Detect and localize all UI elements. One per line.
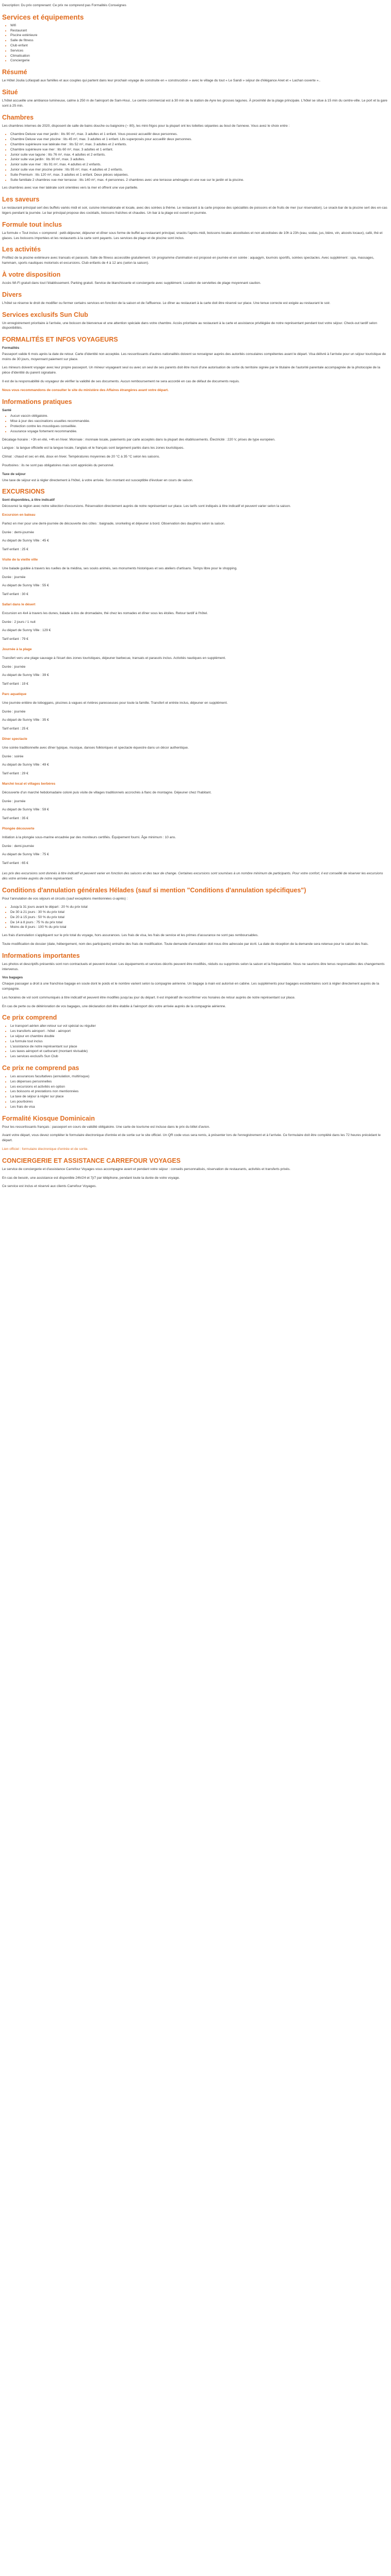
service-item: • Services xyxy=(10,48,389,54)
excursion-child-price: Tarif enfant : 25 € xyxy=(2,548,28,552)
resume-title: Résumé xyxy=(2,69,27,76)
excursion-name: Excursion en bateau xyxy=(2,513,36,517)
prix-comprend-item: • Les taxes aéroport et carburant (montant révisable) xyxy=(10,1049,389,1054)
conditions-intro: Pour l'annulation de vos séjours et circuits (sauf exceptions mentionnées ci-après) : xyxy=(2,896,128,901)
excursion-desc: Partez en mer pour une demi-journée de découverte des côtes : baignade, snorkeling et déjeuner à bord. Observation des dauphins selon la saison. xyxy=(2,521,225,526)
chambre-item: • Chambre Deluxe vue mer jardin : lits 90 m², max. 3 adultes et 1 enfant. Vous pouvez accueillir deux personnes. xyxy=(10,132,389,137)
service-item: • Conciergerie xyxy=(10,58,389,63)
kiosque-paragraph: Avant votre départ, vous devez compléter le formulaire électronique d'entrée et de sortie sur le site officiel. Un QR code vous sera remis, à présenter lors de l'enregistrement et à l'arrivée. Ce formulaire doit être complété dans les 72 heures précédant le départ. xyxy=(2,1133,381,1143)
excursion-card xyxy=(2,602,389,642)
services-exclusifs-title: Services exclusifs Sun Club xyxy=(2,311,88,318)
excursion-card xyxy=(2,557,389,597)
prix-comprend-item: • Le séjour en chambre double xyxy=(10,1034,389,1039)
excursion-card xyxy=(2,737,389,776)
excursion-duration: Durée : 2 jours / 1 nuit xyxy=(2,620,36,624)
condition-item: • De 30 à 21 jours : 30 % du prix total xyxy=(10,910,389,915)
chambres-list xyxy=(2,132,389,182)
formalites-paragraph: Il est de la responsabilité du voyageur de vérifier la validité de ses documents. Aucun remboursement ne sera accordé en cas de défaut de documents requis. xyxy=(2,380,240,384)
conciergerie-paragraph: Ce service est inclus et réservé aux clients Carrefour Voyages. xyxy=(2,1184,97,1189)
infos-paragraph: Langue : la langue officielle est la langue locale, l'anglais et le français sont largement parlés dans les zones touristiques. xyxy=(2,446,185,450)
excursion-card xyxy=(2,647,389,687)
situation-title: Situé xyxy=(2,88,18,96)
infos-paragraph: Pourboires : ils ne sont pas obligatoires mais sont appréciés du personnel. xyxy=(2,464,115,468)
excursion-adult-price: Au départ de Sunny Ville : 55 € xyxy=(2,584,49,588)
chambre-item: • Junior suite vue mer : lits 91 m², max. 4 adultes et 2 enfants. xyxy=(10,162,389,167)
formalites-title: FORMALITÉS ET INFOS VOYAGEURS xyxy=(2,336,118,344)
sante-item: • Assurance voyage fortement recommandée. xyxy=(10,429,389,434)
excursion-child-price: Tarif enfant : 30 € xyxy=(2,592,28,597)
excursion-card xyxy=(2,513,389,552)
infos-importantes-title: Informations importantes xyxy=(2,952,80,959)
excursion-duration: Durée : journée xyxy=(2,575,26,579)
chambres-foot: Les chambres avec vue mer latérale sont orientées vers la mer et offrent une vue partielle. xyxy=(2,186,138,190)
excursions-title: EXCURSIONS xyxy=(2,488,45,496)
prix-comprend-title: Ce prix comprend xyxy=(2,1014,57,1022)
conciergerie-paragraph: En cas de besoin, une assistance est disponible 24h/24 et 7j/7 par téléphone, pendant toute la durée de votre voyage. xyxy=(2,1176,180,1180)
sante-subtitle: Santé xyxy=(2,408,11,412)
activites-text: Profitez de la piscine extérieure avec transats et parasols. Salle de fitness accessible gratuitement. Un programme d'animation est proposé en journée et en soirée : aquagym, tournois sportifs, soirées spectacles. Avec supplément : spa, massages, hammam, sports nautiques motorisés et excursions. Club enfants de 4 à 12 ans (selon la saison). xyxy=(2,256,374,265)
prix-ne-comprend-pas-list xyxy=(2,1074,389,1110)
chambre-item: • Junior suite vue jardin : lits 90 m², max. 3 adultes. xyxy=(10,157,389,162)
excursion-child-price: Tarif enfant : 29 € xyxy=(2,772,28,776)
chambre-item: • Chambre supérieure vue mer : lits 60 m², max. 3 adultes et 1 enfant. xyxy=(10,147,389,152)
service-item: • Climatisation xyxy=(10,54,389,59)
chambre-item: • Suite familiale 2 chambres vue mer terrasse : lits 140 m², max. 4 personnes. 2 chambres avec une terrasse aménagée et une vue sur le jardin et la piscine. xyxy=(10,178,389,183)
excursion-name: Visite de la vieille ville xyxy=(2,558,38,562)
excursion-child-price: Tarif enfant : 79 € xyxy=(2,637,28,641)
prix-exclu-item: • Les dépenses personnelles xyxy=(10,1079,389,1084)
service-item: • Restaurant xyxy=(10,28,389,33)
conditions-paragraph: Toute modification de dossier (date, hébergement, nom des participants) entraîne des frais de modification. Toute demande d'annulation doit nous être adressée par écrit. La date de réception de la demande sera retenue pour le calcul des frais. xyxy=(2,942,369,946)
services-exclusifs-text: Un enregistrement prioritaire à l'arrivée, une boisson de bienvenue et une attention spéciale dans votre chambre. Accès prioritaire au restaurant à la carte et assistance privilégiée de notre représentant pendant tout votre séjour. Check-out tardif selon disponibilités. xyxy=(2,321,377,330)
service-item: • Wifi xyxy=(10,23,389,28)
service-item: • Club enfant xyxy=(10,43,389,48)
excursion-card xyxy=(2,826,389,866)
chambre-item: • Chambre supérieure vue latérale mer : lits 52 m², max. 3 adultes et 2 enfants. xyxy=(10,142,389,147)
services-equipements-title: Services et équipements xyxy=(2,13,84,21)
formalites-note: Nous vous recommandons de consulter le site du ministère des Affaires étrangères avant votre départ. xyxy=(2,388,169,392)
formule-title: Formule tout inclus xyxy=(2,221,62,228)
excursion-child-price: Tarif enfant : 25 € xyxy=(2,727,28,731)
prix-exclu-item: • Les boissons et prestations non mentionnées xyxy=(10,1089,389,1094)
condition-item: • De 20 à 15 jours : 50 % du prix total xyxy=(10,915,389,920)
excursion-name: Safari dans le désert xyxy=(2,603,36,606)
service-item: • Salle de fitness xyxy=(10,38,389,43)
infos-pratiques-title: Informations pratiques xyxy=(2,398,72,405)
prix-comprend-item: • La formule tout inclus xyxy=(10,1039,389,1044)
excursion-adult-price: Au départ de Sunny Ville : 59 € xyxy=(2,808,49,812)
intro-description: Description: Du prix comprenant: Ce prix ne comprend pas Formalités Conseignes xyxy=(2,4,126,7)
excursion-duration: Durée : journée xyxy=(2,665,26,669)
infos-importantes-paragraph: Les photos et descriptifs présentés sont non contractuels et peuvent évoluer. Les équipements et services décrits peuvent être modifiés, réduits ou supprimés selon la saison et la fréquentation. Nous ne saurions être tenus responsables des changements intervenus. xyxy=(2,962,385,971)
excursion-child-price: Tarif enfant : 65 € xyxy=(2,861,28,866)
prix-exclu-item: • Les excursions et activités en option xyxy=(10,1084,389,1090)
disposition-text: Accès Wi-Fi gratuit dans tout l'établissement. Parking gratuit. Service de blanchisserie et conciergerie avec supplément. Location de serviettes de plage moyennant caution. xyxy=(2,281,261,285)
prix-exclu-item: • Les pourboires xyxy=(10,1099,389,1105)
excursion-adult-price: Au départ de Sunny Ville : 75 € xyxy=(2,853,49,857)
excursion-card xyxy=(2,692,389,732)
excursion-duration: Durée : demi-journée xyxy=(2,844,34,848)
chambre-item: • Junior suite vue lagune : lits 76 m², max. 4 adultes et 2 enfants. xyxy=(10,152,389,158)
prix-comprend-item: • Les services exclusifs Sun Club xyxy=(10,1054,389,1059)
situation-text: L'hôtel accueille une ambiance lumineuse, calme à 250 m de l'aéroport de Sam-Houi.. Le centre commercial est à 30 min de la station de Ayre les grosses lagunes. À proximité de la plage principale. L'hôtel se situe à 15 min du centre-ville. Le port et la gare sont à 25 min. xyxy=(2,98,387,108)
excursion-desc: Découverte d'un marché hebdomadaire coloré puis visite de villages traditionnels accrochés à flanc de montagne. Déjeuner chez l'habitant. xyxy=(2,790,212,794)
infos-paragraph: Climat : chaud et sec en été, doux en hiver. Températures moyennes de 20 °C à 35 °C selon les saisons. xyxy=(2,455,160,459)
excursion-duration: Durée : demi-journée xyxy=(2,530,34,534)
excursions-intro: Découvrez la région avec notre sélection d'excursions. Réservation directement auprès de notre représentant sur place. Les tarifs sont indiqués à titre indicatif et peuvent varier selon la saison. xyxy=(2,504,291,509)
sante-item: • Protection contre les moustiques conseillée. xyxy=(10,424,389,429)
formalites-subtitle: Formalités xyxy=(2,346,20,350)
excursion-adult-price: Au départ de Sunny Ville : 129 € xyxy=(2,629,51,633)
excursion-duration: Durée : journée xyxy=(2,799,26,803)
saveurs-text: Le restaurant principal sert des buffets variés midi et soir, cuisine internationale et locale, avec des soirées à thème. Le restaurant à la carte propose des spécialités de poissons et de fruits de mer (sur réservation). Le snack-bar de la piscine sert des en-cas légers pendant la journée. Le bar principal propose des cocktails, boissons fraîches et chaudes. Un bar à la plage est ouvert en journée. xyxy=(2,206,387,215)
page-content xyxy=(0,0,391,1189)
excursion-desc: Une soirée traditionnelle avec dîner typique, musique, danses folkloriques et spectacle équestre dans un décor authentique. xyxy=(2,745,189,750)
excursion-desc: Une journée entière de toboggans, piscines à vagues et rivières paresseuses pour toute la famille. Transfert et entrée inclus, déjeuner en supplément. xyxy=(2,701,228,705)
bagages-subtitle: Vos bagages xyxy=(2,976,23,980)
kiosque-title: Formalité Kiosque Dominicain xyxy=(2,1114,95,1122)
activites-title: Les activités xyxy=(2,246,41,253)
disposition-title: À votre disposition xyxy=(2,270,61,278)
excursion-adult-price: Au départ de Sunny Ville : 49 € xyxy=(2,763,49,767)
infos-paragraph: Décalage horaire : +3h en été, +4h en hiver. Monnaie : monnaie locale, paiements par carte acceptés dans la plupart des établissements. Électricité : 220 V, prises de type européen. xyxy=(2,437,275,442)
excursion-name: Marché local et villages berbères xyxy=(2,782,56,786)
excursion-duration: Durée : soirée xyxy=(2,754,24,758)
chambres-intro: Les chambres internes de 2020, disposent de salle de bains douche ou baignoire (~ 80), les mini-frigos pour la plupart ont les toilettes séparées au bout de l'annexe. Vous avez le choix entre : xyxy=(2,124,290,128)
formalites-paragraph: Les mineurs doivent voyager avec leur propre passeport. Un mineur voyageant seul ou avec un seul de ses parents doit être muni d'une autorisation de sortie du territoire signée par le titulaire de l'autorité parentale accompagnée de la photocopie de la pièce d'identité du parent signataire. xyxy=(2,366,381,375)
excursion-name: Plongée découverte xyxy=(2,826,35,831)
infos-importantes-paragraph: Les horaires de vol sont communiqués à titre indicatif et peuvent être modifiés jusqu'au jour du départ. Il est impératif de reconfirmer vos horaires de retour auprès de notre représentant sur place. xyxy=(2,995,296,999)
formalites-paragraph: Passeport valide 6 mois après la date de retour. Carte d'identité non acceptée. Les ressortissants d'autres nationalités doivent se renseigner auprès des autorités consulaires compétentes avant le départ. Visa délivré à l'arrivée pour un séjour touristique de moins de 30 jours, moyennant paiement sur place. xyxy=(2,352,386,361)
conciergerie-paragraph: Le service de conciergerie et d'assistance Carrefour Voyages vous accompagne avant et pendant votre séjour : conseils personnalisés, réservation de restaurants, activités et transferts privés. xyxy=(2,1167,291,1171)
chambre-item: • Junior suite vue mer piscine privée : lits 95 m², max. 4 adultes et 2 enfants. xyxy=(10,167,389,173)
conditions-paragraph: Les frais d'annulation s'appliquent sur le prix total du voyage, hors assurances. Les frais de visa, les frais de service et les primes d'assurance ne sont pas remboursables. xyxy=(2,934,259,938)
infos-importantes-paragraph: En cas de perte ou de détérioration de vos bagages, une déclaration doit être établie à l'aéroport dès votre arrivée auprès de la compagnie aérienne. xyxy=(2,1004,226,1008)
excursion-card xyxy=(2,782,389,821)
excursion-name: Parc aquatique xyxy=(2,692,27,696)
excursion-desc: Transfert vers une plage sauvage à l'écart des zones touristiques, déjeuner barbecue, transats et parasols inclus. Activités nautiques en supplément. xyxy=(2,656,226,660)
excursion-desc: Excursion en 4x4 à travers les dunes, balade à dos de dromadaire, thé chez les nomades et dîner sous les étoiles. Retour tardif à l'hôtel. xyxy=(2,611,208,615)
condition-item: • Moins de 8 jours : 100 % du prix total xyxy=(10,925,389,930)
excursion-child-price: Tarif enfant : 35 € xyxy=(2,817,28,821)
excursion-child-price: Tarif enfant : 19 € xyxy=(2,682,28,686)
excursion-duration: Durée : journée xyxy=(2,709,26,714)
conditions-title: Conditions d'annulation générales Hélades (sauf si mention "Conditions d'annulation spécifiques") xyxy=(2,886,306,894)
service-item: • Piscine extérieure xyxy=(10,33,389,38)
sante-list xyxy=(2,414,389,434)
prix-exclu-item: • Les frais de visa xyxy=(10,1105,389,1110)
prix-exclu-item: • Les assurances facultatives (annulation, multirisque) xyxy=(10,1074,389,1079)
chambres-title: Chambres xyxy=(2,113,34,121)
condition-item: • Jusqu'à 31 jours avant le départ : 20 % du prix total xyxy=(10,905,389,910)
divers-text: L'hôtel se réserve le droit de modifier ou fermer certains services en fonction de la saison et de l'affluence. Le dîner au restaurant à la carte doit être réservé sur place. Une tenue correcte est exigée au restaurant le soir. xyxy=(2,301,331,305)
excursions-subtitle: Sont disponibles, à titre indicatif xyxy=(2,498,55,502)
formule-text: La formule « Tout inclus » comprend : petit-déjeuner, déjeuner et dîner sous forme de buffet au restaurant principal, snacks l'après-midi, boissons locales alcoolisées et non alcoolisées de 10h à 23h (eau, sodas, jus, bière, vin, alcools locaux), café, thé et glaces. Les boissons importées et les restaurants à la carte sont payants. Les services de plage et de piscine sont inclus. xyxy=(2,231,383,240)
taxe-text: Une taxe de séjour est à régler directement à l'hôtel, à votre arrivée. Son montant est susceptible d'évoluer en cours de saison. xyxy=(2,478,193,482)
excursion-desc: Une balade guidée à travers les ruelles de la médina, ses souks animés, ses monuments historiques et ses ateliers d'artisans. Temps libre pour le shopping. xyxy=(2,566,237,570)
prix-comprend-item: • Les transferts aéroport - hôtel - aéroport xyxy=(10,1029,389,1034)
taxe-subtitle: Taxe de séjour xyxy=(2,472,26,476)
prix-exclu-item: • La taxe de séjour à régler sur place xyxy=(10,1094,389,1099)
prix-comprend-item: • Le transport aérien aller-retour sur vol spécial ou régulier xyxy=(10,1024,389,1029)
sante-item: • Aucun vaccin obligatoire. xyxy=(10,414,389,419)
prix-comprend-list xyxy=(2,1024,389,1059)
conditions-list xyxy=(2,905,389,930)
infos-importantes-paragraph: Chaque passager a droit à une franchise bagage en soute dont le poids et le nombre varient selon la compagnie aérienne. Un bagage à main est autorisé en cabine. Les suppléments pour bagages excédentaires sont à régler directement auprès de la compagnie. xyxy=(2,982,379,991)
excursion-adult-price: Au départ de Sunny Ville : 39 € xyxy=(2,673,49,677)
excursion-name: Dîner spectacle xyxy=(2,737,27,741)
divers-title: Divers xyxy=(2,291,22,298)
excursion-adult-price: Au départ de Sunny Ville : 45 € xyxy=(2,539,49,543)
condition-item: • De 14 à 8 jours : 75 % du prix total xyxy=(10,920,389,925)
excursion-name: Journée à la plage xyxy=(2,647,32,651)
services-list xyxy=(2,23,389,63)
resume-text: Le Hôtel Joulia Lofaopati aux familles et aux couples qui partent dans leur prochain voyage de construite en « construcxtion » avec le village du tout « Le Sandi » séjour de d'élégance Anet et « Lachan ouverte ».. xyxy=(2,79,321,83)
excursions-foot: Les prix des excursions sont donnés à titre indicatif et peuvent varier en fonction des saisons et des taux de change. Certaines excursions sont soumises à un nombre minimum de participants. Pour votre confort, il est conseillé de réserver les excursions dès votre arrivée auprès de notre représentant. xyxy=(2,871,383,880)
chambre-item: • Suite Premium : lits 120 m², max. 3 adultes et 1 enfant. Deux pièces séparées. xyxy=(10,173,389,178)
kiosque-paragraph: Pour les ressortissants français : passeport en cours de validité obligatoire. Une carte de tourisme est incluse dans le prix du billet d'avion. xyxy=(2,1125,210,1129)
chambre-item: • Chambre Deluxe vue mer piscine : lits 45 m², max. 3 adultes et 1 enfant. Lits superposés pour accueillir deux personnes. xyxy=(10,137,389,142)
kiosque-link[interactable]: Lien officiel : formulaire électronique d'entrée et de sortie. xyxy=(2,1147,89,1151)
sante-item: • Mise à jour des vaccinations usuelles recommandée. xyxy=(10,419,389,424)
saveurs-title: Les saveurs xyxy=(2,196,40,204)
conciergerie-title: CONCIERGERIE ET ASSISTANCE CARREFOUR VOYAGES xyxy=(2,1157,181,1164)
prix-ne-comprend-pas-title: Ce prix ne comprend pas xyxy=(2,1064,79,1072)
prix-comprend-item: • L'assistance de notre représentant sur place xyxy=(10,1044,389,1049)
excursion-adult-price: Au départ de Sunny Ville : 35 € xyxy=(2,718,49,722)
excursion-desc: Initiation à la plongée sous-marine encadrée par des moniteurs certifiés. Équipement fourni. Âge minimum : 10 ans. xyxy=(2,835,176,839)
